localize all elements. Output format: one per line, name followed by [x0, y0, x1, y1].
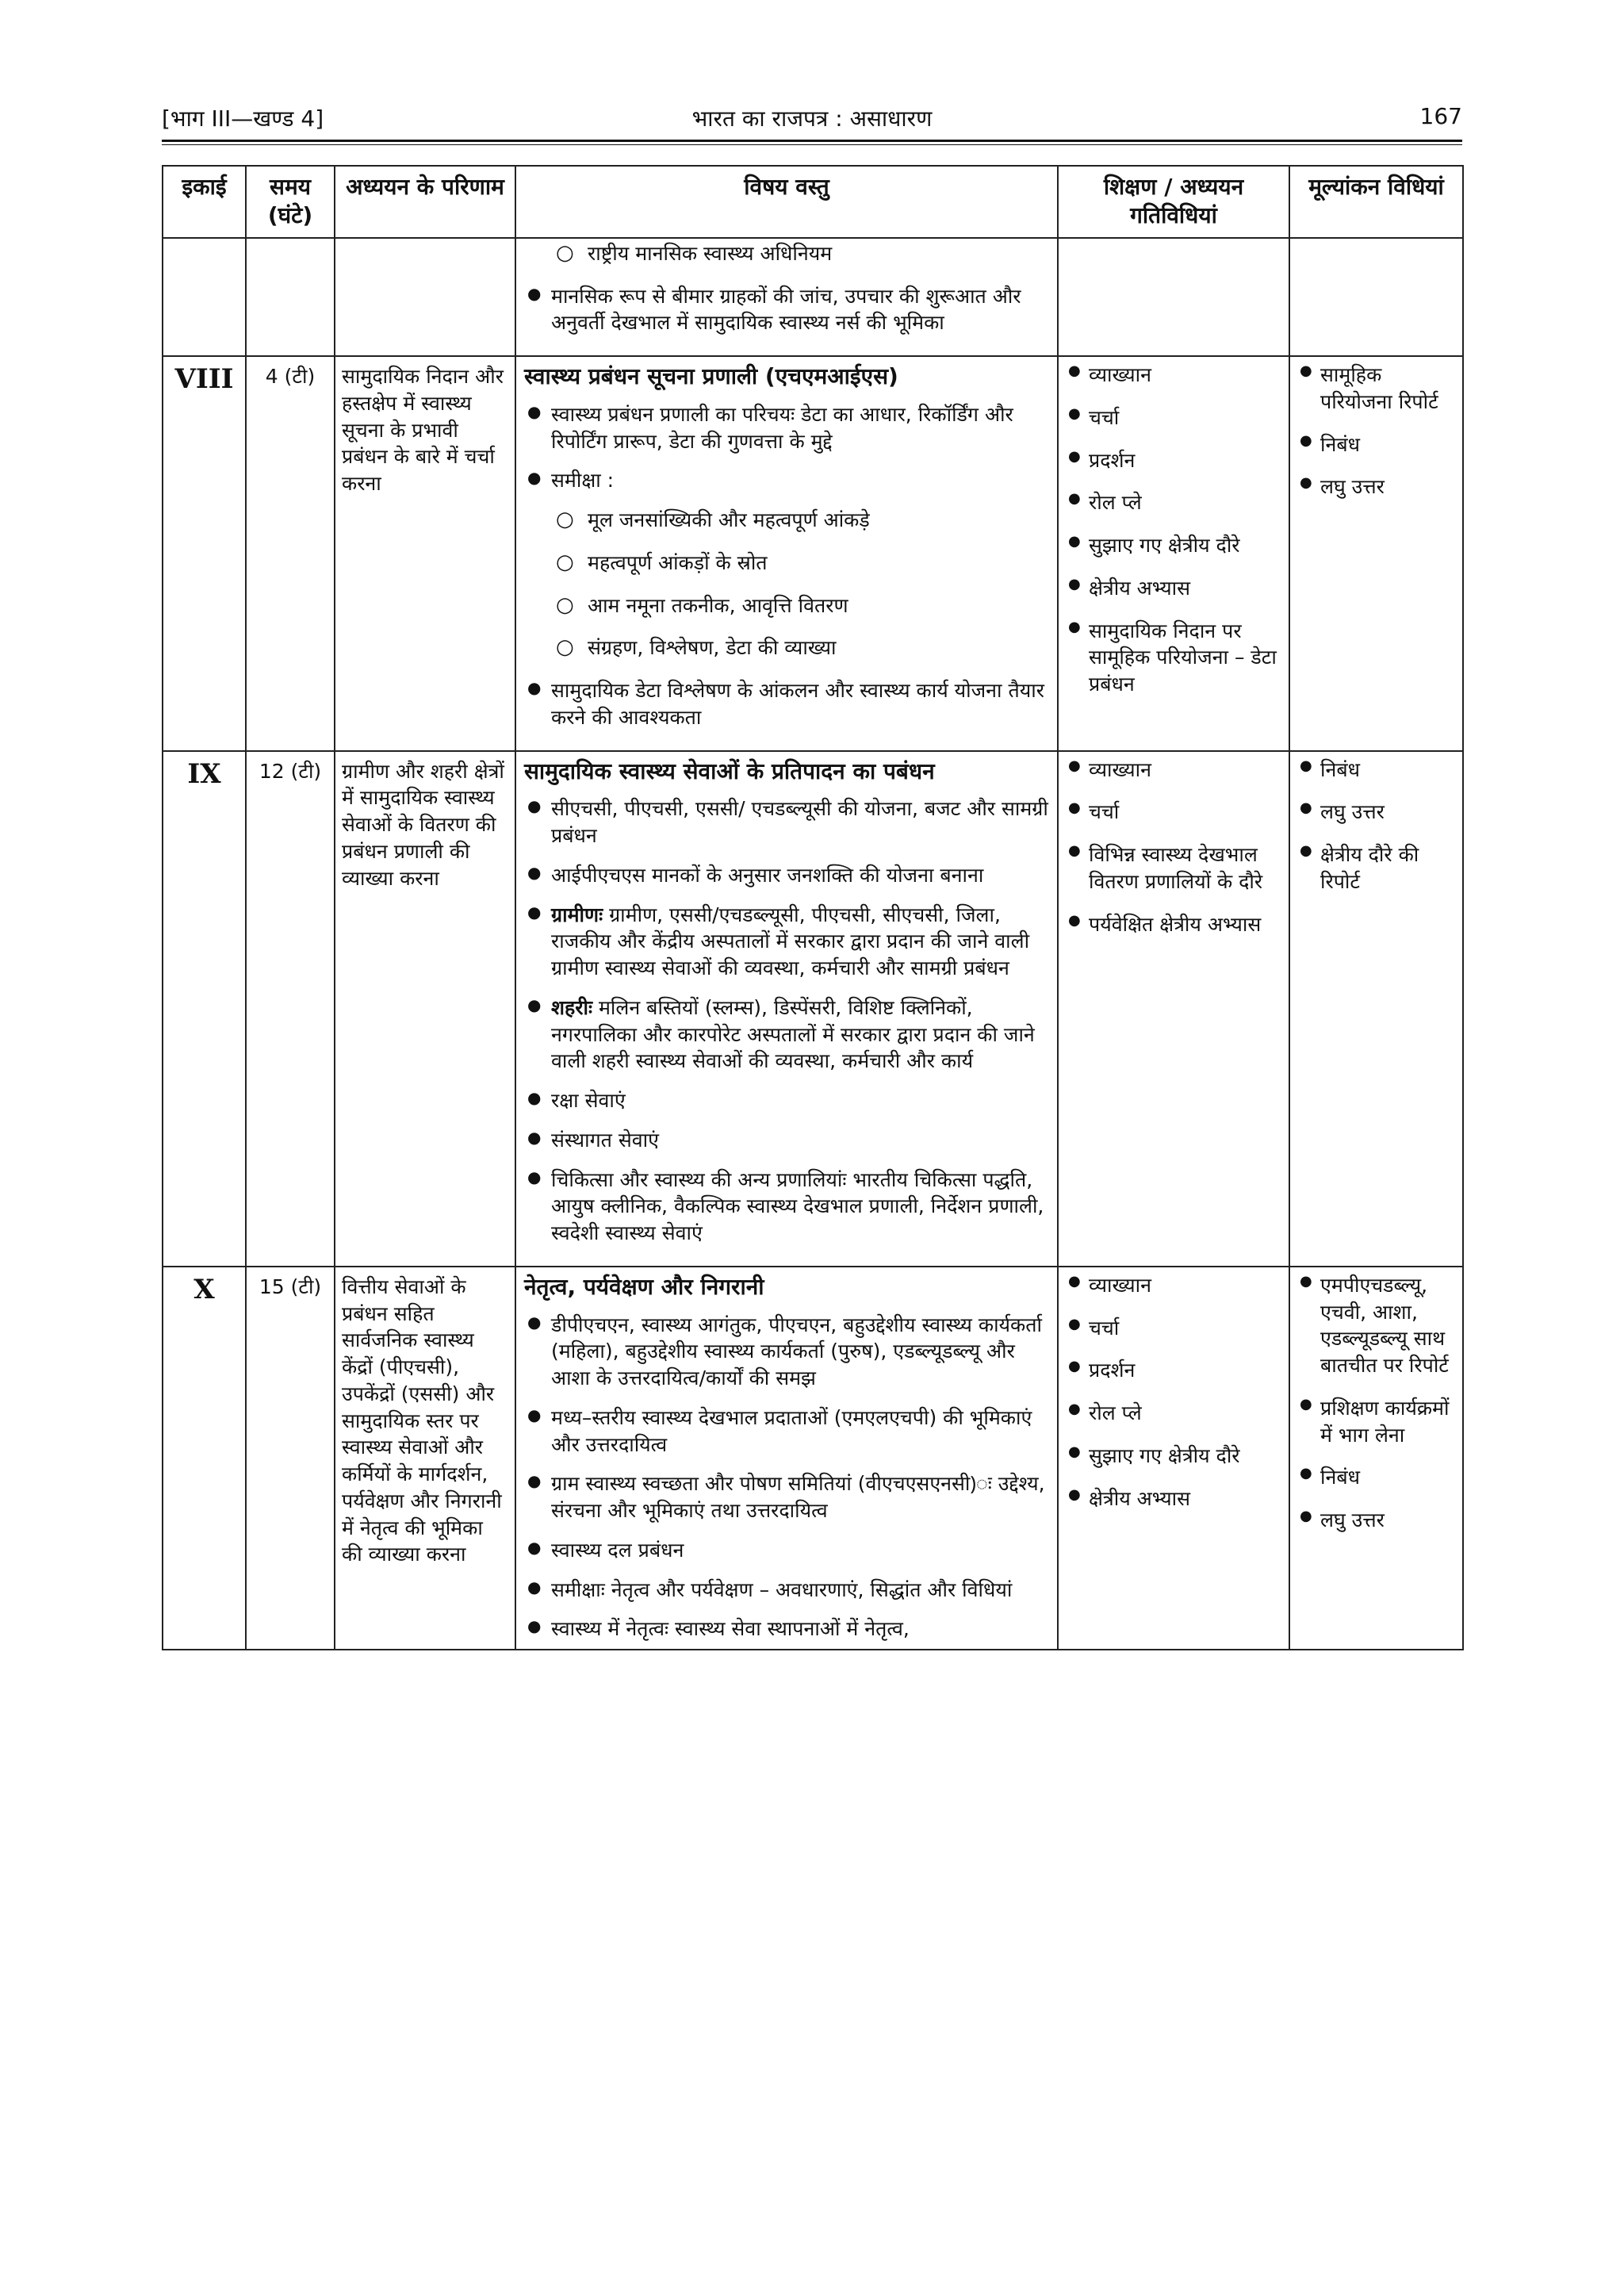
topic-title: सामुदायिक स्वास्थ्य सेवाओं के प्रतिपादन का पबंधन [524, 757, 935, 784]
content-bullet: ● ग्राम स्वास्थ्य स्वच्छता और पोषण समितियां (वीएचएसएनसी)ः उद्देश्य, संरचना और भूमिकाएं तथा उत्तरदायित्व [524, 1470, 1049, 1524]
activities-cell [1058, 751, 1289, 1267]
activity-item: ● प्रदर्शन [1067, 447, 1281, 474]
learning-outcome: वित्तीय सेवाओं के प्रबंधन सहित सार्वजनिक स्वास्थ्य केंद्रों (पीएचसी), उपकेंद्रों (एससी) और सामुदायिक स्तर पर स्वास्थ्य सेवाओं और कर्मियों के मार्गदर्शन, पर्यवेक्षण और निगरानी में नेतृत्व की भूमिका की व्याख्या करना [335, 1267, 515, 1650]
col-header-outcome: अध्ययन के परिणाम [335, 166, 515, 238]
activity-item: ● विभिन्न स्वास्थ्य देखभाल वितरण प्रणालियों के दौरे [1067, 841, 1281, 895]
assessment-item: ● प्रशिक्षण कार्यक्रमों में भाग लेना [1298, 1395, 1454, 1449]
assessment-item: ● निबंध [1298, 757, 1454, 784]
content-cell [515, 356, 1058, 751]
assessment-item: ● क्षेत्रीय दौरे की रिपोर्ट [1298, 841, 1454, 895]
content-bullet: ● स्वास्थ्य प्रबंधन प्रणाली का परिचयः डेटा का आधार, रिकॉर्डिंग और रिपोर्टिंग प्रारूप, डेटा की गुणवत्ता के मुद्दे [524, 401, 1049, 455]
sub-item: ○ महत्वपूर्ण आंकड़ों के स्रोत [524, 550, 1049, 577]
activity-item: ● सामुदायिक निदान पर सामूहिक परियोजना – डेटा प्रबंधन [1067, 618, 1281, 698]
content-cell [515, 238, 1058, 356]
content-bullet [524, 995, 1049, 1075]
activity-item: ● रोल प्ले [1067, 1400, 1281, 1427]
activity-item: ● व्याख्यान [1067, 362, 1281, 389]
assessment-cell [1289, 751, 1463, 1267]
page-number: 167 [1419, 103, 1462, 129]
page-header [162, 103, 1462, 138]
content-bullet: ● समीक्षा : [524, 467, 1049, 494]
content-bullet: ● स्वास्थ्य में नेतृत्वः स्वास्थ्य सेवा स्थापनाओं में नेतृत्व, [524, 1616, 1049, 1642]
content-cell [515, 751, 1058, 1267]
assessment-item: ● सामूहिक परियोजना रिपोर्ट [1298, 362, 1454, 416]
activity-item: ● पर्यवेक्षित क्षेत्रीय अभ्यास [1067, 911, 1281, 938]
col-header-time: समय (घंटे) [246, 166, 335, 238]
time-hours: 15 (टी) [246, 1267, 335, 1650]
assessment-cell [1289, 356, 1463, 751]
header-rule [162, 140, 1462, 142]
bullet-label: ग्रामीणः [551, 903, 603, 926]
content-bullet: ● संस्थागत सेवाएं [524, 1127, 1049, 1154]
assessment-item: ● लघु उत्तर [1298, 1507, 1454, 1534]
table-row-unit-10 [163, 1267, 1463, 1650]
content-bullet: ● मध्य–स्तरीय स्वास्थ्य देखभाल प्रदाताओं (एमएलएचपी) की भूमिकाएं और उत्तरदायित्व [524, 1405, 1049, 1458]
bullet-label: शहरीः [551, 995, 593, 1019]
content-bullet: ● चिकित्सा और स्वास्थ्य की अन्य प्रणालियांः भारतीय चिकित्सा पद्धति, आयुष क्लीनिक, वैकल्पिक स्वास्थ्य देखभाल प्रणाली, निर्देशन प्रणाली, स्वदेशी स्वास्थ्य सेवाएं [524, 1167, 1049, 1247]
bullet-text: ग्रामीण, एससी/एचडब्ल्यूसी, पीएचसी, सीएचसी, जिला, राजकीय और केंद्रीय अस्पतालों में सरकार द्वारा प्रदान की जाने वाली ग्रामीण स्वास्थ्य सेवाओं की व्यवस्था, कर्मचारी और सामग्री प्रबंधन [551, 903, 1030, 980]
assessment-cell [1289, 238, 1463, 356]
content-bullet: ● समीक्षाः नेतृत्व और पर्यवेक्षण – अवधारणाएं, सिद्धांत और विधियां [524, 1577, 1049, 1604]
col-header-content: विषय वस्तु [515, 166, 1058, 238]
activity-item: ● चर्चा [1067, 1315, 1281, 1342]
unit-number: VIII [163, 356, 246, 751]
assessment-cell [1289, 1267, 1463, 1650]
table-row-unit-8 [163, 356, 1463, 751]
activities-cell [1058, 238, 1289, 356]
assessment-item: ● लघु उत्तर [1298, 799, 1454, 826]
assessment-item: ● एमपीएचडब्ल्यू, एचवी, आशा, एडब्ल्यूडब्ल्यू साथ बातचीत पर रिपोर्ट [1298, 1272, 1454, 1379]
unit-number: IX [163, 751, 246, 1267]
sub-item: ○ संग्रहण, विश्लेषण, डेटा की व्याख्या [524, 634, 1049, 661]
sub-item: ○ मूल जनसांख्यिकी और महत्वपूर्ण आंकड़े [524, 507, 1049, 534]
sub-item: ○ आम नमूना तकनीक, आवृत्ति वितरण [524, 592, 1049, 619]
activity-item: ● क्षेत्रीय अभ्यास [1067, 575, 1281, 602]
col-header-assessment: मूल्यांकन विधियां [1289, 166, 1463, 238]
activities-cell [1058, 1267, 1289, 1650]
col-header-activities: शिक्षण / अध्ययन गतिविधियां [1058, 166, 1289, 238]
assessment-item: ● निबंध [1298, 431, 1454, 458]
assessment-item: ● लघु उत्तर [1298, 473, 1454, 500]
assessment-item: ● निबंध [1298, 1464, 1454, 1491]
content-bullet: ● स्वास्थ्य दल प्रबंधन [524, 1537, 1049, 1564]
topic-title: स्वास्थ्य प्रबंधन सूचना प्रणाली (एचएमआईएस) [524, 363, 898, 390]
sub-item: ○ राष्ट्रीय मानसिक स्वास्थ्य अधिनियम [524, 240, 1049, 267]
activity-item: ● व्याख्यान [1067, 1272, 1281, 1299]
activity-item: ● व्याख्यान [1067, 757, 1281, 784]
bullet-text: मलिन बस्तियों (स्लम्स), डिस्पेंसरी, विशिष्ट क्लिनिकों, नगरपालिका और कारपोरेट अस्पतालों में सरकार द्वारा प्रदान की जाने वाली शहरी स्वास्थ्य सेवाओं की व्यवस्था, कर्मचारी और कार्य [551, 995, 1035, 1073]
header-rule-thin [162, 144, 1462, 145]
content-bullet: ● आईपीएचएस मानकों के अनुसार जनशक्ति की योजना बनाना [524, 862, 1049, 889]
syllabus-table [162, 165, 1464, 1650]
header-section-label: [भाग III—खण्ड 4] [162, 105, 324, 132]
content-bullet [524, 902, 1049, 982]
header-publication-title: भारत का राजपत्र : असाधारण [691, 105, 933, 132]
content-bullet: ● रक्षा सेवाएं [524, 1087, 1049, 1114]
col-header-unit: इकाई [163, 166, 246, 238]
time-cell [246, 238, 335, 356]
table-row-unit-9 [163, 751, 1463, 1267]
topic-title: नेतृत्व, पर्यवेक्षण और निगरानी [524, 1273, 764, 1300]
content-cell [515, 1267, 1058, 1650]
activities-cell [1058, 356, 1289, 751]
content-bullet: ● डीपीएचएन, स्वास्थ्य आगंतुक, पीएचएन, बहुउद्देशीय स्वास्थ्य कार्यकर्ता (महिला), बहुउद्देशीय स्वास्थ्य कार्यकर्ता (पुरुष), एडब्ल्यूडब्ल्यू और आशा के उत्तरदायित्व/कार्यों की समझ [524, 1312, 1049, 1392]
unit-number: X [163, 1267, 246, 1650]
content-bullet: ● सामुदायिक डेटा विश्लेषण के आंकलन और स्वास्थ्य कार्य योजना तैयार करने की आवश्यकता [524, 677, 1049, 731]
activity-item: ● चर्चा [1067, 799, 1281, 826]
activity-item: ● सुझाए गए क्षेत्रीय दौरे [1067, 1443, 1281, 1470]
content-bullet: ● मानसिक रूप से बीमार ग्राहकों की जांच, उपचार की शुरूआत और अनुवर्ती देखभाल में सामुदायिक स्वास्थ्य नर्स की भूमिका [524, 283, 1049, 337]
table-header-row [163, 166, 1463, 238]
activity-item: ● चर्चा [1067, 404, 1281, 431]
activity-item: ● सुझाए गए क्षेत्रीय दौरे [1067, 532, 1281, 559]
activity-item: ● प्रदर्शन [1067, 1357, 1281, 1384]
content-bullet: ● सीएचसी, पीएचसी, एससी/ एचडब्ल्यूसी की योजना, बजट और सामग्री प्रबंधन [524, 795, 1049, 849]
unit-cell [163, 238, 246, 356]
table-row-continuation [163, 238, 1463, 356]
outcome-cell [335, 238, 515, 356]
learning-outcome: ग्रामीण और शहरी क्षेत्रों में सामुदायिक स्वास्थ्य सेवाओं के वितरण की प्रबंधन प्रणाली की व्याख्या करना [335, 751, 515, 1267]
learning-outcome: सामुदायिक निदान और हस्तक्षेप में स्वास्थ्य सूचना के प्रभावी प्रबंधन के बारे में चर्चा करना [335, 356, 515, 751]
time-hours: 4 (टी) [246, 356, 335, 751]
activity-item: ● क्षेत्रीय अभ्यास [1067, 1485, 1281, 1512]
activity-item: ● रोल प्ले [1067, 489, 1281, 516]
time-hours: 12 (टी) [246, 751, 335, 1267]
